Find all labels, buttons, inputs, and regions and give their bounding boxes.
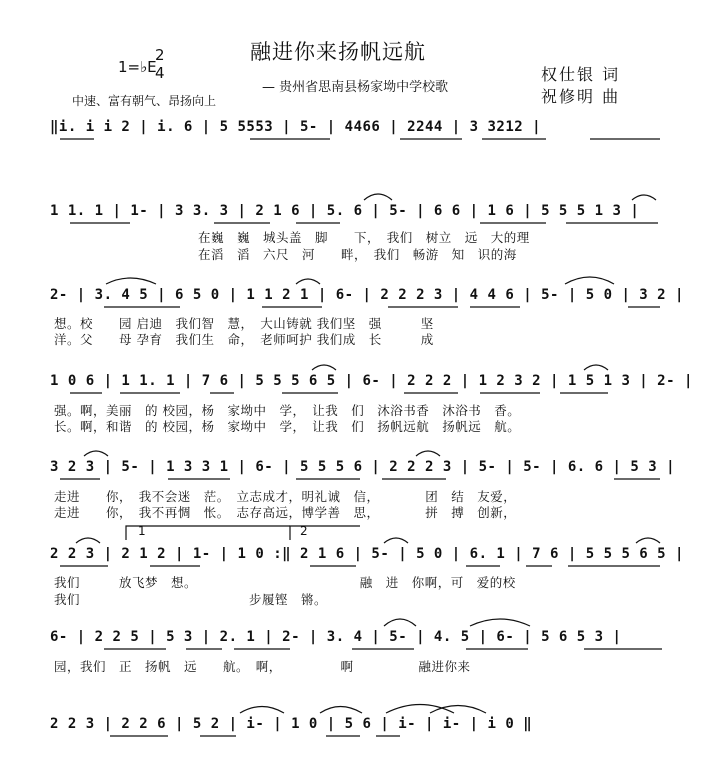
time-signature-top: 2 xyxy=(155,46,165,64)
score-line-4-notes: 1 0 6 | 1 1. 1 | 7 6 | 5 5 5 6 5 | 6- | 2 2 2 | 1 2 3 2 | 1 5 1 3 | 2- | xyxy=(50,373,693,389)
key-signature: 1=♭E xyxy=(118,58,157,76)
score-line-3-notes: 2- | 3. 4 5 | 6 5 0 | 1 1 2 1 | 6- | 2 2 2 3 | 4 4 6 | 5- | 5 0 | 3 2 | xyxy=(50,287,684,303)
score-line-3-lyrics-verse-1: 想。校 园 启迪 我们智 慧， 大山铸就 我们坚 强 坚 xyxy=(54,316,434,331)
score-line-2-notes: 1 1. 1 | 1- | 3 3. 3 | 2 1 6 | 5. 6 | 5- | 6 6 | 1 6 | 5 5 5 1 3 | xyxy=(50,203,640,219)
song-title: 融进你来扬帆远航 xyxy=(250,40,426,64)
composer-credit: 祝修明 曲 xyxy=(541,87,621,106)
score-line-8-notes: 2 2 3 | 2 2 6 | 5 2 | i- | 1 0 | 5 6 | i- | i- | i 0 ‖ xyxy=(50,716,533,732)
time-signature-bottom: 4 xyxy=(155,64,165,82)
score-line-3-lyrics-verse-2: 洋。父 母 孕育 我们生 命， 老师呵护 我们成 长 成 xyxy=(54,332,434,347)
score-line-7-lyrics-verse-1: 园，我们 正 扬帆 远 航。 啊， 啊 融进你来 xyxy=(54,659,471,674)
score-line-4-lyrics-verse-2: 长。啊，和谐 的 校园，杨 家坳中 学， 让我 们 扬帆远航 扬帆远 航。 xyxy=(54,419,521,434)
score-line-5-lyrics-verse-1: 走进 你， 我不会迷 茫。 立志成才，明礼诚 信， 团 结 友爱， xyxy=(54,489,517,504)
first-ending-label: 1 xyxy=(138,524,146,538)
score-line-2-lyrics-verse-1: 在巍 巍 城头盖 脚 下， 我们 树立 远 大的理 xyxy=(198,230,530,245)
score-line-7-notes: 6- | 2 2 5 | 5 3 | 2. 1 | 2- | 3. 4 | 5- | 4. 5 | 6- | 5 6 5 3 | xyxy=(50,629,622,645)
song-subtitle: — 贵州省思南县杨家坳中学校歌 xyxy=(262,80,449,95)
score-line-6-lyrics-verse-2: 我们 步履铿 锵。 xyxy=(54,592,328,607)
score-line-2-lyrics-verse-2: 在滔 滔 六尺 河 畔， 我们 畅游 知 识的海 xyxy=(198,247,517,262)
tempo-marking: 中速、富有朝气、昂扬向上 xyxy=(72,94,217,108)
score-line-4-lyrics-verse-1: 强。啊，美丽 的 校园，杨 家坳中 学， 让我 们 沐浴书香 沐浴书 香。 xyxy=(54,403,521,418)
score-line-1-notes: ‖i. i i 2 | i. 6 | 5 5553 | 5- | 4466 | 2244 | 3 3212 | xyxy=(50,119,542,135)
score-line-6-lyrics-verse-1: 我们 放飞梦 想。 融 进 你啊，可 爱的校 xyxy=(54,575,516,590)
score-line-6-notes: 2 2 3 | 2 1 2 | 1- | 1 0 :‖ 2 1 6 | 5- | 5 0 | 6. 1 | 7 6 | 5 5 5 6 5 | xyxy=(50,546,684,562)
score-line-5-lyrics-verse-2: 走进 你， 我不再惆 怅。 志存高远，博学善 思， 拼 搏 创新， xyxy=(54,505,517,520)
score-line-5-notes: 3 2 3 | 5- | 1 3 3 1 | 6- | 5 5 5 6 | 2 2 2 3 | 5- | 5- | 6. 6 | 5 3 | xyxy=(50,459,676,475)
lyricist-credit: 权仕银 词 xyxy=(541,65,621,84)
second-ending-label: 2 xyxy=(300,524,308,538)
